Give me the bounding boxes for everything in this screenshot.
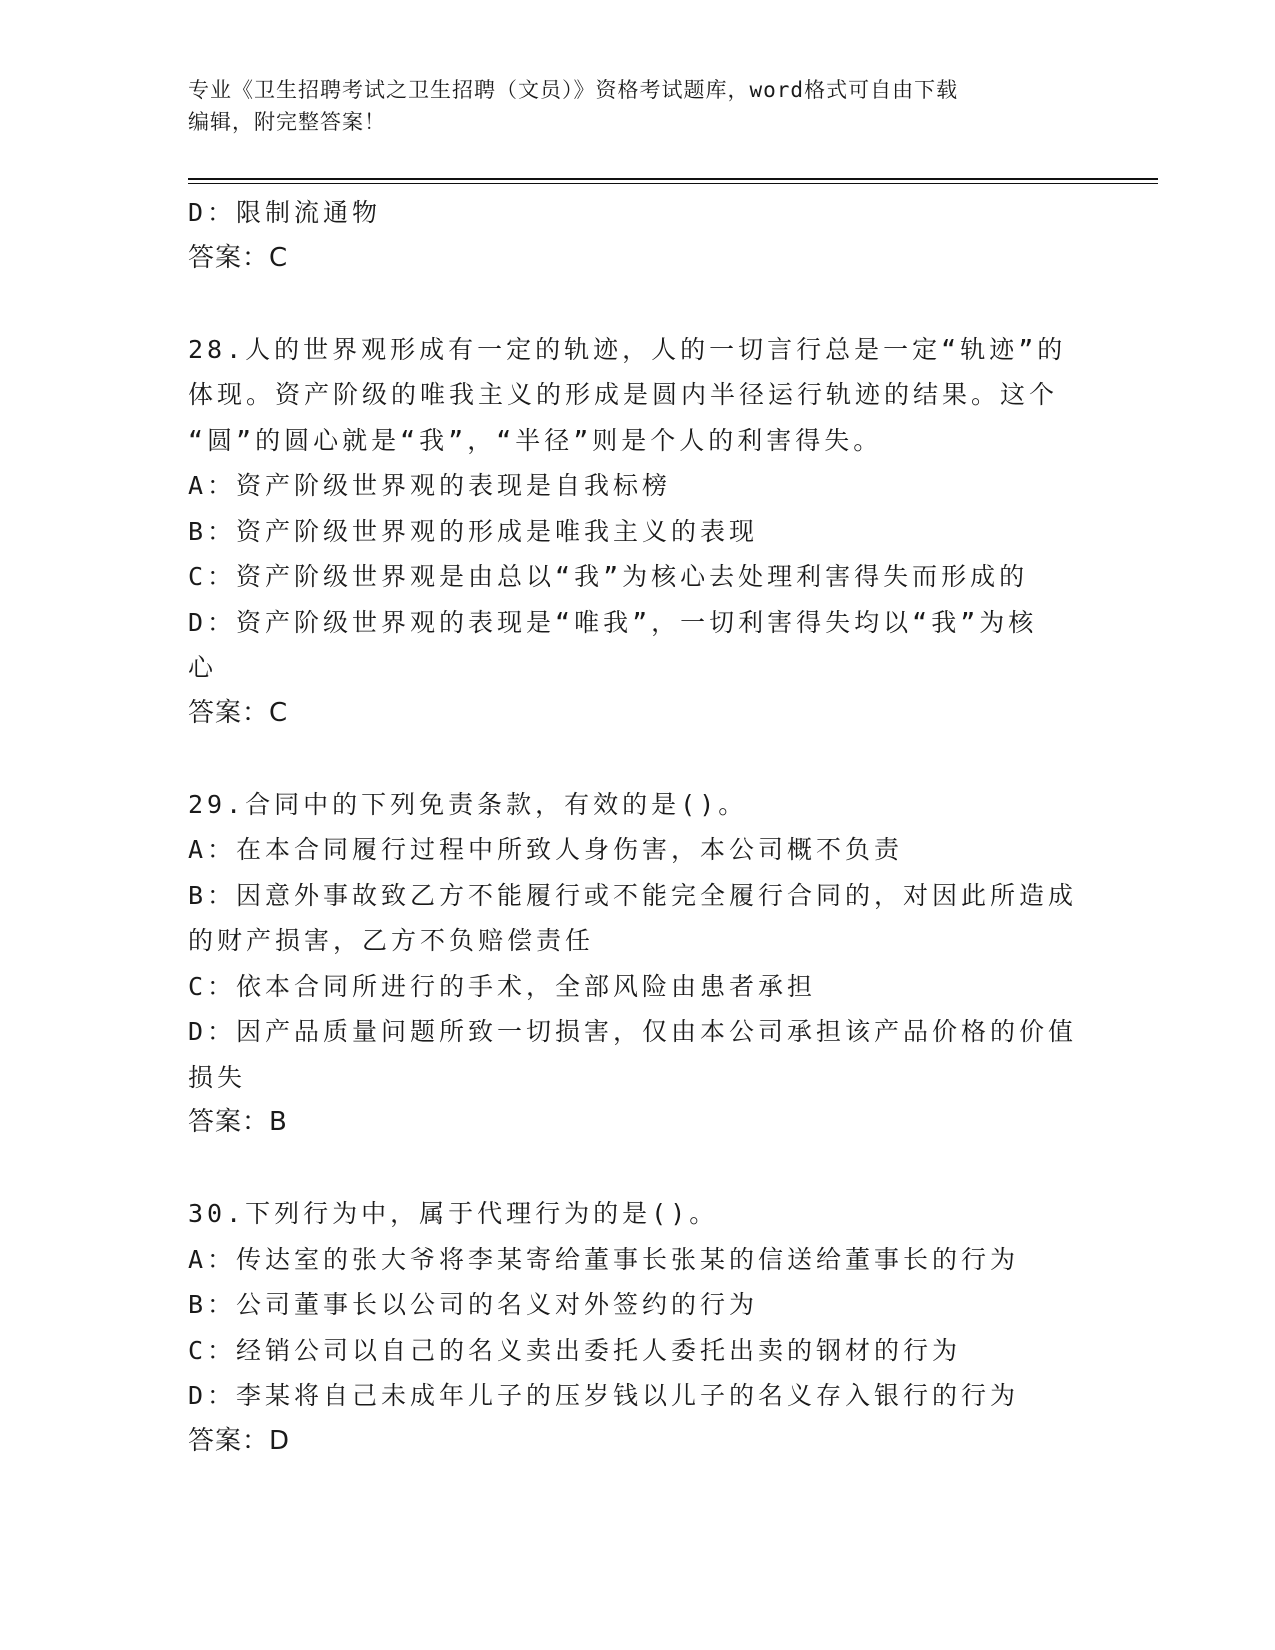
- header-divider-thick: [188, 178, 1158, 180]
- option-d-continued: 心: [188, 653, 218, 682]
- answer-line: 答案：D: [188, 1425, 291, 1456]
- header-line-2: 编辑，附完整答案！: [188, 110, 386, 134]
- option-d: D：因产品质量问题所致一切损害，仅由本公司承担该产品价格的价值: [188, 1017, 1078, 1046]
- option-b: B：资产阶级世界观的形成是唯我主义的表现: [188, 516, 759, 546]
- spacer: [188, 281, 1088, 327]
- option-d: D：资产阶级世界观的表现是“唯我”，一切利害得失均以“我”为核: [188, 607, 1038, 637]
- document-header: [188, 74, 1088, 138]
- option-d-continued: 损失: [188, 1062, 247, 1092]
- question-stem-line: 体现。资产阶级的唯我主义的形成是圆内半径运行轨迹的结果。这个: [188, 380, 1059, 409]
- question-29: [188, 782, 1088, 1146]
- header-divider-thin: [188, 183, 1158, 184]
- option-c: C：经销公司以自己的名义卖出委托人委托出卖的钢材的行为: [188, 1335, 962, 1365]
- option-b-continued: 的财产损害，乙方不负赔偿责任: [188, 926, 595, 955]
- answer-line: 答案：C: [188, 242, 289, 273]
- question-stem-line: 29.合同中的下列免责条款，有效的是()。: [188, 789, 748, 819]
- answer-line: 答案：B: [188, 1107, 288, 1137]
- option-a: A：资产阶级世界观的表现是自我标榜: [188, 471, 672, 500]
- spacer: [188, 1146, 1088, 1192]
- question-content: [188, 190, 1088, 1464]
- option-a: A：在本合同履行过程中所致人身伤害，本公司概不负责: [188, 835, 904, 864]
- question-stem-line: 28.人的世界观形成有一定的轨迹，人的一切言行总是一定“轨迹”的: [188, 334, 1067, 364]
- question-28: [188, 327, 1088, 737]
- option-b: B：因意外事故致乙方不能履行或不能完全履行合同的，对因此所造成: [188, 880, 1078, 910]
- option-b: B：公司董事长以公司的名义对外签约的行为: [188, 1290, 759, 1319]
- option-c: C：依本合同所进行的手术，全部风险由患者承担: [188, 971, 817, 1001]
- question-stem-line: 30.下列行为中，属于代理行为的是()。: [188, 1199, 719, 1228]
- question-30: [188, 1191, 1088, 1464]
- option-a: A：传达室的张大爷将李某寄给董事长张某的信送给董事长的行为: [188, 1244, 1020, 1274]
- spacer: [188, 736, 1088, 782]
- option-d: D：李某将自己未成年儿子的压岁钱以儿子的名义存入银行的行为: [188, 1381, 1020, 1410]
- option-d: D：限制流通物: [188, 198, 382, 227]
- option-c: C：资产阶级世界观是由总以“我”为核心去处理利害得失而形成的: [188, 562, 1029, 591]
- header-line-1: 专业《卫生招聘考试之卫生招聘（文员）》资格考试题库，word格式可自由下载: [188, 78, 959, 102]
- answer-line: 答案：C: [188, 697, 289, 728]
- question-stem-line: “圆”的圆心就是“我”，“半径”则是个人的利害得失。: [188, 425, 883, 455]
